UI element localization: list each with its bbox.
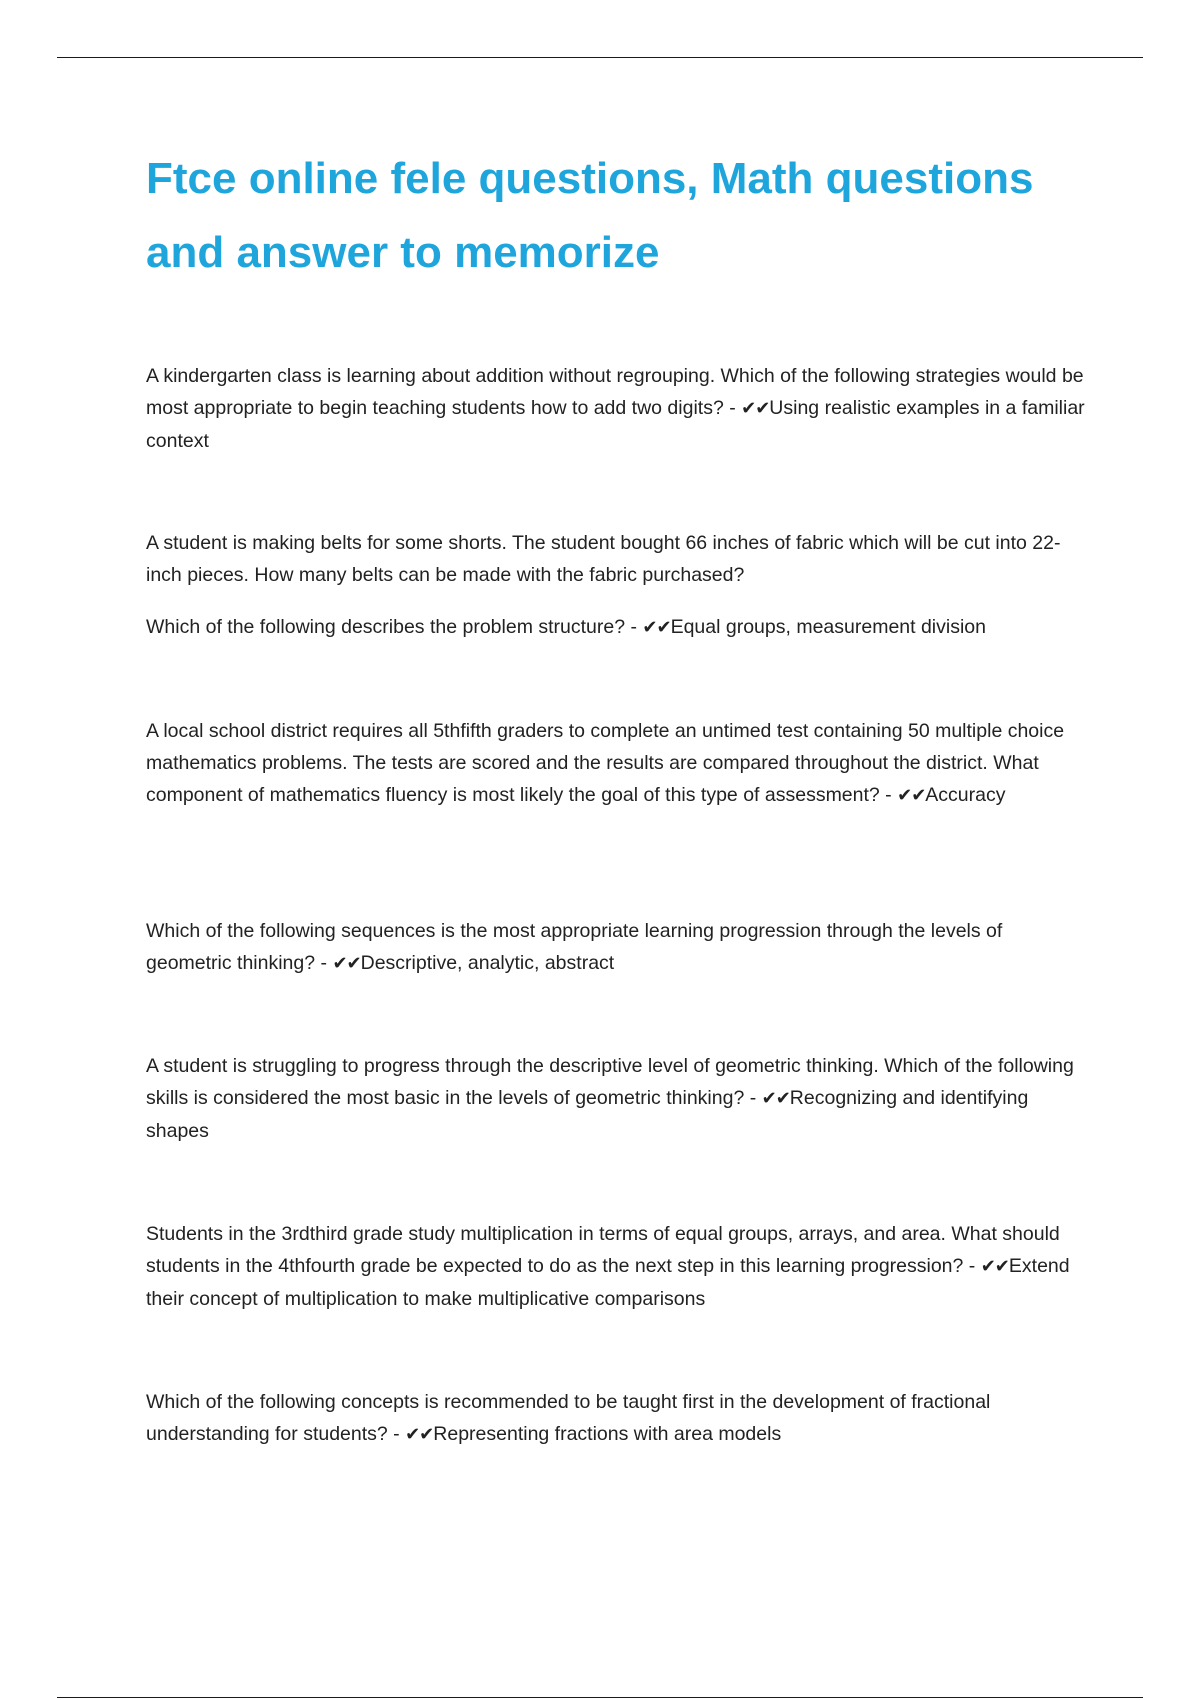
- qa-text: [146, 715, 1086, 812]
- qa-text: [146, 915, 1086, 980]
- qa-item-6: [146, 1218, 1086, 1315]
- checkmark-icon: ✔✔: [897, 785, 926, 806]
- qa-item-5: [146, 1050, 1086, 1147]
- qa-text: [146, 1050, 1086, 1147]
- checkmark-icon: ✔✔: [741, 398, 770, 419]
- checkmark-icon: ✔✔: [332, 953, 361, 974]
- header-rule: [57, 57, 1143, 58]
- qa-item-4: [146, 915, 1086, 980]
- qa-item-3: [146, 715, 1086, 812]
- answer-text: Descriptive, analytic, abstract: [360, 952, 615, 974]
- document-title: Ftce online fele questions, Math questions and answer to memorize: [146, 154, 1034, 277]
- answer-text: Extend their concept of multiplication to make multiplicative comparisons: [146, 1255, 1070, 1310]
- question-text: A student is struggling to progress through the descriptive level of geometric thinking. Which of the following skills is considered the most basic in the levels of geometric thinking? -: [146, 1055, 1074, 1109]
- qa-item-2: [146, 527, 1086, 644]
- footer-rule: [57, 1697, 1143, 1698]
- qa-text: [146, 1386, 1086, 1451]
- checkmark-icon: ✔✔: [761, 1088, 790, 1109]
- question-text: Which of the following describes the problem structure? -: [146, 616, 637, 638]
- answer-text: Equal groups, measurement division: [670, 616, 986, 638]
- qa-text: [146, 1218, 1086, 1315]
- qa-item-1: [146, 360, 1086, 457]
- checkmark-icon: ✔✔: [405, 1424, 434, 1445]
- intro-text: A student is making belts for some shorts. The student bought 66 inches of fabric which will be cut into 22-inch pieces. How many belts can be made with the fabric purchased?: [146, 532, 1061, 586]
- question-text: Which of the following sequences is the most appropriate learning progression through the levels of geometric thinking? -: [146, 920, 1003, 974]
- checkmark-icon: ✔✔: [980, 1256, 1009, 1277]
- question-text: A kindergarten class is learning about addition without regrouping. Which of the following strategies would be most appropriate to begin teaching students how to add two digits? -: [146, 365, 1084, 419]
- answer-text: Using realistic examples in a familiar context: [146, 397, 1085, 452]
- answer-text: Representing fractions with area models: [433, 1423, 782, 1445]
- qa-item-7: [146, 1386, 1086, 1451]
- qa-text: [146, 611, 1086, 644]
- answer-text: Recognizing and identifying shapes: [146, 1087, 1029, 1142]
- qa-text: [146, 360, 1086, 457]
- question-text: Which of the following concepts is recommended to be taught first in the development of fractional understanding for students? -: [146, 1391, 991, 1445]
- checkmark-icon: ✔✔: [642, 617, 671, 638]
- question-text: Students in the 3rdthird grade study multiplication in terms of equal groups, arrays, and area. What should students in the 4thfourth grade be expected to do as the next step in this learning progression? -: [146, 1223, 1060, 1277]
- answer-text: Accuracy: [925, 784, 1006, 806]
- question-text: A local school district requires all 5thfifth graders to complete an untimed test containing 50 multiple choice mathematics problems. The tests are scored and the results are compared throughout the district. What component of mathematics fluency is most likely the goal of this type of assessment? -: [146, 720, 1065, 806]
